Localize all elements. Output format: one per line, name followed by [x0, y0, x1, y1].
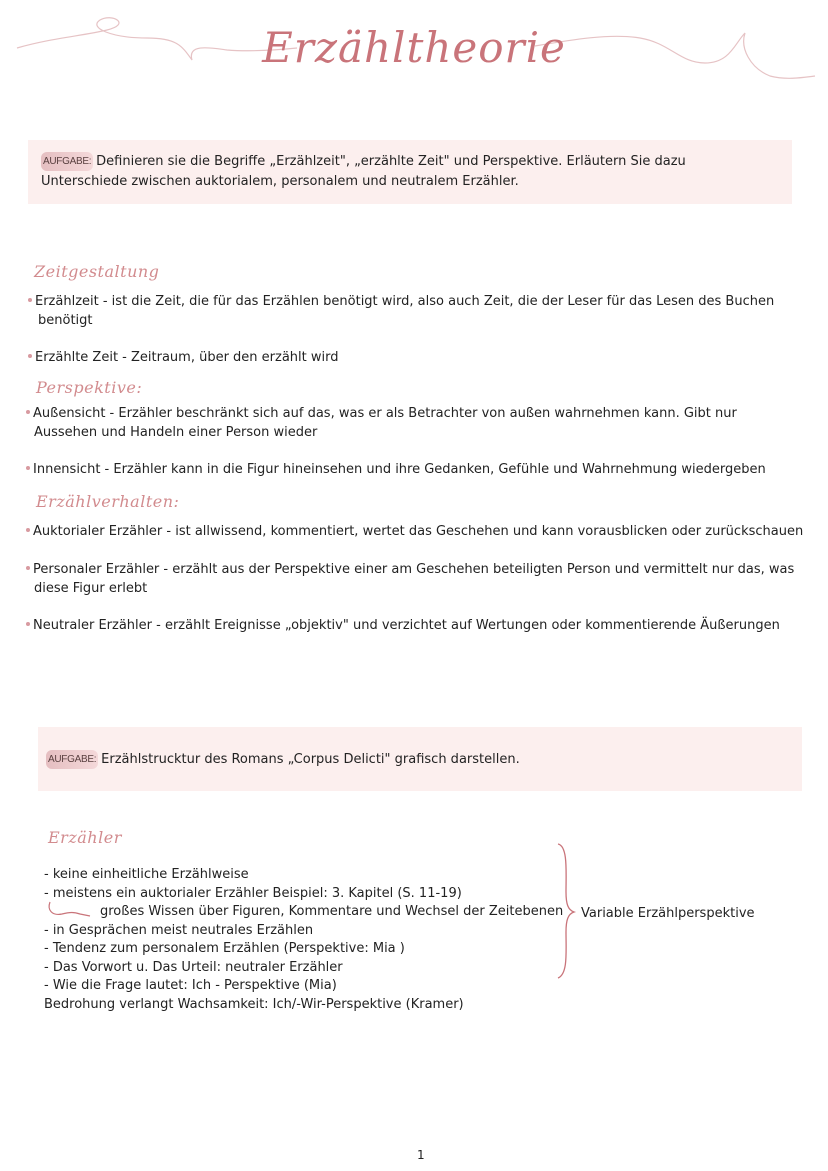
- bullet-dot: [26, 466, 30, 470]
- list-item: - Wie die Frage lautet: Ich - Perspektive (Mia): [44, 978, 337, 993]
- brace-label: Variable Erzählperspektive: [581, 906, 755, 921]
- list-item: - Das Vorwort u. Das Urteil: neutraler Erzähler: [44, 959, 343, 975]
- bullet-dot: [28, 354, 32, 358]
- list-item: Bedrohung verlangt Wachsamkeit: Ich/-Wir-Perspektive (Kramer): [44, 996, 464, 1012]
- task-label: AUFGABE:: [41, 152, 93, 171]
- bullet-dot: [26, 410, 30, 414]
- bullet-personaler-erzaehler: Personaler Erzähler - erzählt aus der Perspektive einer am Geschehen beteiligten Person und vermittelt nur das, was diese Figur erlebt: [26, 560, 816, 598]
- task-1-line-1: AUFGABE: Definieren sie die Begriffe „Erzählzeit", „erzählte Zeit" und Perspektive. Erläutern Sie dazu: [43, 154, 686, 169]
- page-number: 1: [417, 1148, 425, 1162]
- bullet-dot: [26, 528, 30, 532]
- task-1-line-2: Unterschiede zwischen auktorialem, personalem und neutralem Erzähler.: [41, 174, 519, 189]
- hook-arrow-icon: [44, 898, 94, 922]
- heading-zeitgestaltung: Zeitgestaltung: [34, 262, 160, 281]
- heading-erzaehlverhalten: Erzählverhalten:: [36, 492, 180, 511]
- task-box-1: [28, 140, 792, 204]
- curly-brace-icon: [556, 842, 578, 980]
- list-item: - Tendenz zum personalem Erzählen (Perspektive: Mia ): [44, 941, 405, 956]
- list-item: großes Wissen über Figuren, Kommentare und Wechsel der Zeitebenen: [100, 904, 564, 919]
- list-item: - keine einheitliche Erzählweise: [44, 867, 249, 882]
- list-item: - in Gesprächen meist neutrales Erzählen: [44, 922, 314, 938]
- page-title: Erzähltheorie: [262, 23, 566, 72]
- bullet-dot: [26, 566, 30, 570]
- bullet-erzaehlte-zeit: Erzählte Zeit - Zeitraum, über den erzählt wird: [28, 348, 339, 367]
- bullet-neutraler-erzaehler: Neutraler Erzähler - erzählt Ereignisse „objektiv" und verzichtet auf Wertungen oder kommentierende Äußerungen: [26, 616, 780, 635]
- bullet-erzaehlzeit: Erzählzeit - ist die Zeit, die für das Erzählen benötigt wird, also auch Zeit, die der Leser für das Lesen des Buchen benötigt: [28, 292, 818, 330]
- bullet-dot: [26, 622, 30, 626]
- bullet-innensicht: Innensicht - Erzähler kann in die Figur hineinsehen und ihre Gedanken, Gefühle und Wahrnehmung wiedergeben: [26, 460, 766, 479]
- task-label: AUFGABE:: [46, 750, 98, 769]
- bullet-auktorialer-erzaehler: Auktorialer Erzähler - ist allwissend, kommentiert, wertet das Geschehen und kann vorausblicken oder zurückschauen: [26, 522, 803, 541]
- task-box-2: AUFGABE: Erzählstrucktur des Romans „Corpus Delicti" grafisch darstellen.: [38, 727, 802, 791]
- bullet-aussensicht: Außensicht - Erzähler beschränkt sich auf das, was er als Betrachter von außen wahrnehmen kann. Gibt nur Aussehen und Handeln einer Person wieder: [26, 404, 816, 442]
- bullet-dot: [28, 298, 32, 302]
- heading-erzaehler: Erzähler: [48, 828, 122, 847]
- list-item: - meistens ein auktorialer Erzähler Beispiel: 3. Kapitel (S. 11-19): [44, 885, 462, 901]
- erzaehler-list: [44, 866, 563, 1014]
- heading-perspektive: Perspektive:: [36, 378, 143, 397]
